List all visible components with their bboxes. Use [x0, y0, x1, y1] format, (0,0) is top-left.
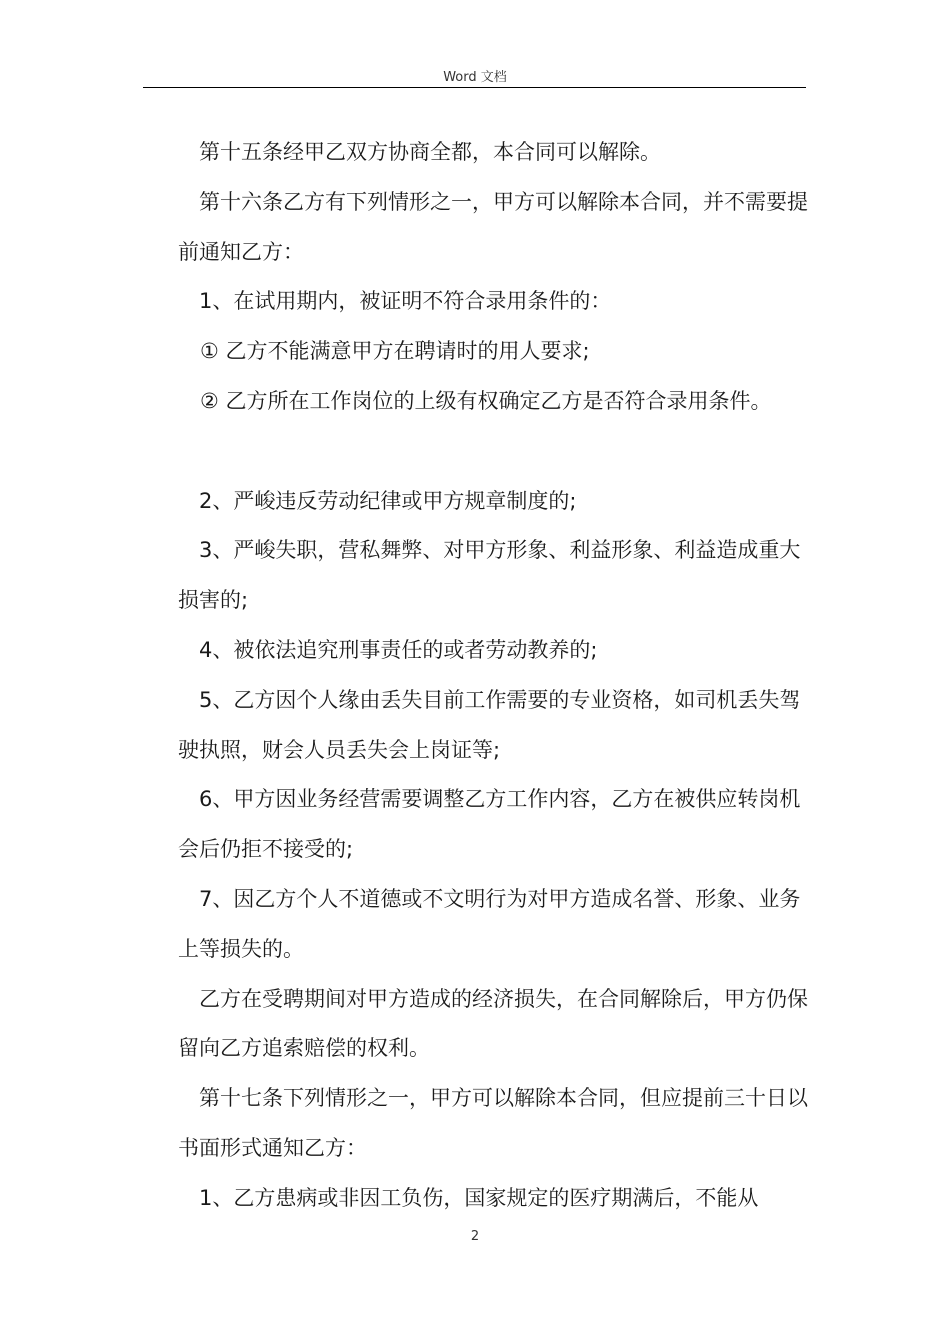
list-item: 2、严峻违反劳动纪律或甲方规章制度的;: [199, 488, 577, 513]
list-item: 7、因乙方个人不道德或不文明行为对甲方造成名誉、形象、业务上等损失的。: [178, 886, 801, 961]
list-item: 5、乙方因个人缘由丢失目前工作需要的专业资格，如司机丢失驾驶执照，财会人员丢失会上岗证等;: [178, 687, 801, 762]
list-item: 1、乙方患病或非因工负伤，国家规定的医疗期满后，不能从: [199, 1185, 759, 1210]
page-header: Word 文档: [443, 70, 507, 85]
list-item: 4、被依法追究刑事责任的或者劳动教养的;: [199, 637, 598, 662]
header-divider: [143, 87, 806, 88]
list-subitem: ② 乙方所在工作岗位的上级有权确定乙方是否符合录用条件。: [200, 388, 772, 413]
paragraph-article-16: 第十六条乙方有下列情形之一，甲方可以解除本合同，并不需要提前通知乙方：: [178, 189, 808, 264]
list-item: 3、严峻失职，营私舞弊、对甲方形象、利益形象、利益造成重大损害的;: [178, 538, 801, 613]
page-number: 2: [470, 1229, 480, 1244]
list-item: 6、甲方因业务经营需要调整乙方工作内容，乙方在被供应转岗机会后仍拒不接受的;: [178, 787, 801, 862]
list-subitem: ① 乙方不能满意甲方在聘请时的用人要求;: [200, 339, 590, 364]
paragraph-article-17: 第十七条下列情形之一，甲方可以解除本合同，但应提前三十日以书面形式通知乙方：: [178, 1086, 808, 1160]
paragraph-compensation: 乙方在受聘期间对甲方造成的经济损失，在合同解除后，甲方仍保留向乙方追索赔偿的权利。: [178, 986, 808, 1061]
list-item: 1、在试用期内，被证明不符合录用条件的：: [199, 289, 612, 314]
blank-line: [178, 427, 818, 477]
document-body: [178, 128, 818, 1224]
paragraph-article-15: 第十五条经甲乙双方协商全都，本合同可以解除。: [199, 140, 661, 164]
